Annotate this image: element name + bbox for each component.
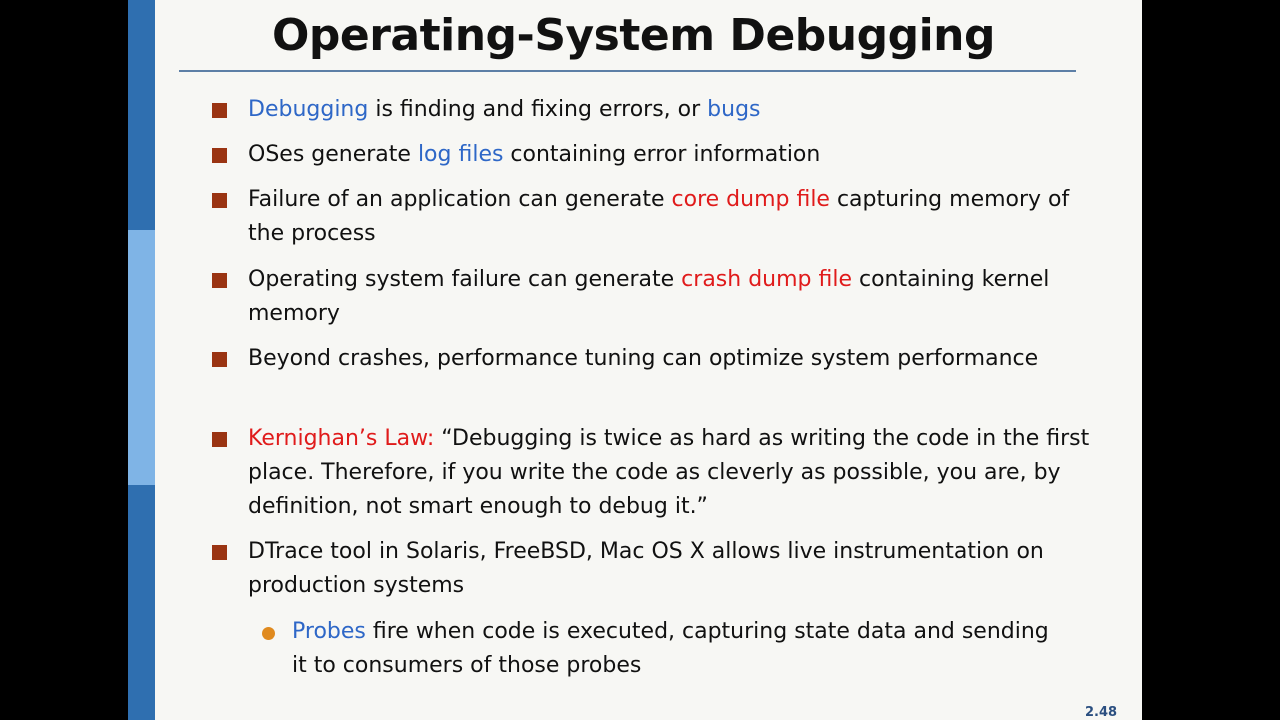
term-debugging: Debugging [248,97,369,122]
bullet-text: “Debugging is twice as hard as writing the code in the first place. Therefore, if you write the code as cleverly as possible, you are, by definition, not smart enough to debug it.” [248,426,1090,519]
sub-bullet-marker [262,627,275,640]
bullet-text: Failure of an application can generate [248,187,672,212]
bullet-marker [212,273,227,288]
bullet-text: Beyond crashes, performance tuning can optimize system performance [248,346,1039,371]
term-core-dump-file: core dump file [671,187,830,212]
term-probes: Probes [292,619,366,644]
bullet-marker [212,545,227,560]
bullet-log-files [248,138,1108,172]
bullet-marker [212,432,227,447]
bullet-text: containing kernel memory [248,267,1050,326]
bullet-marker [212,193,227,208]
term-crash-dump-file: crash dump file [681,267,852,292]
bullet-marker [212,148,227,163]
term-log-files: log files [417,142,504,167]
term-kernighans-law: Kernighan’s Law: [248,426,435,451]
bullet-core-dump [248,183,1108,251]
bullet-performance-tuning [248,342,1108,376]
bullet-crash-dump [248,263,1108,331]
bullet-text: capturing memory of the process [248,187,1070,246]
bullet-marker [212,103,227,118]
bullet-kernighans-law [248,422,1108,524]
bullet-text: is finding and fixing errors, or [368,97,708,122]
bullet-marker [212,352,227,367]
bullet-dtrace [248,535,1108,603]
slide [155,0,1142,720]
bullet-debugging [248,93,1108,127]
sub-bullet-text: fire when code is executed, capturing state data and sending it to consumers of those probes [292,619,1049,678]
left-sidebar-highlight [128,230,155,485]
sub-bullet-probes [292,615,1052,683]
bullet-text: Operating system failure can generate [248,267,682,292]
page-number: 2.48 [1085,705,1118,720]
bullet-list [155,0,1142,720]
bullet-text: OSes generate [248,142,418,167]
bullet-text: DTrace tool in Solaris, FreeBSD, Mac OS X allows live instrumentation on production systems [248,539,1044,598]
term-bugs: bugs [707,97,761,122]
bullet-text: containing error information [503,142,821,167]
slide-title: Operating-System Debugging [271,10,995,61]
